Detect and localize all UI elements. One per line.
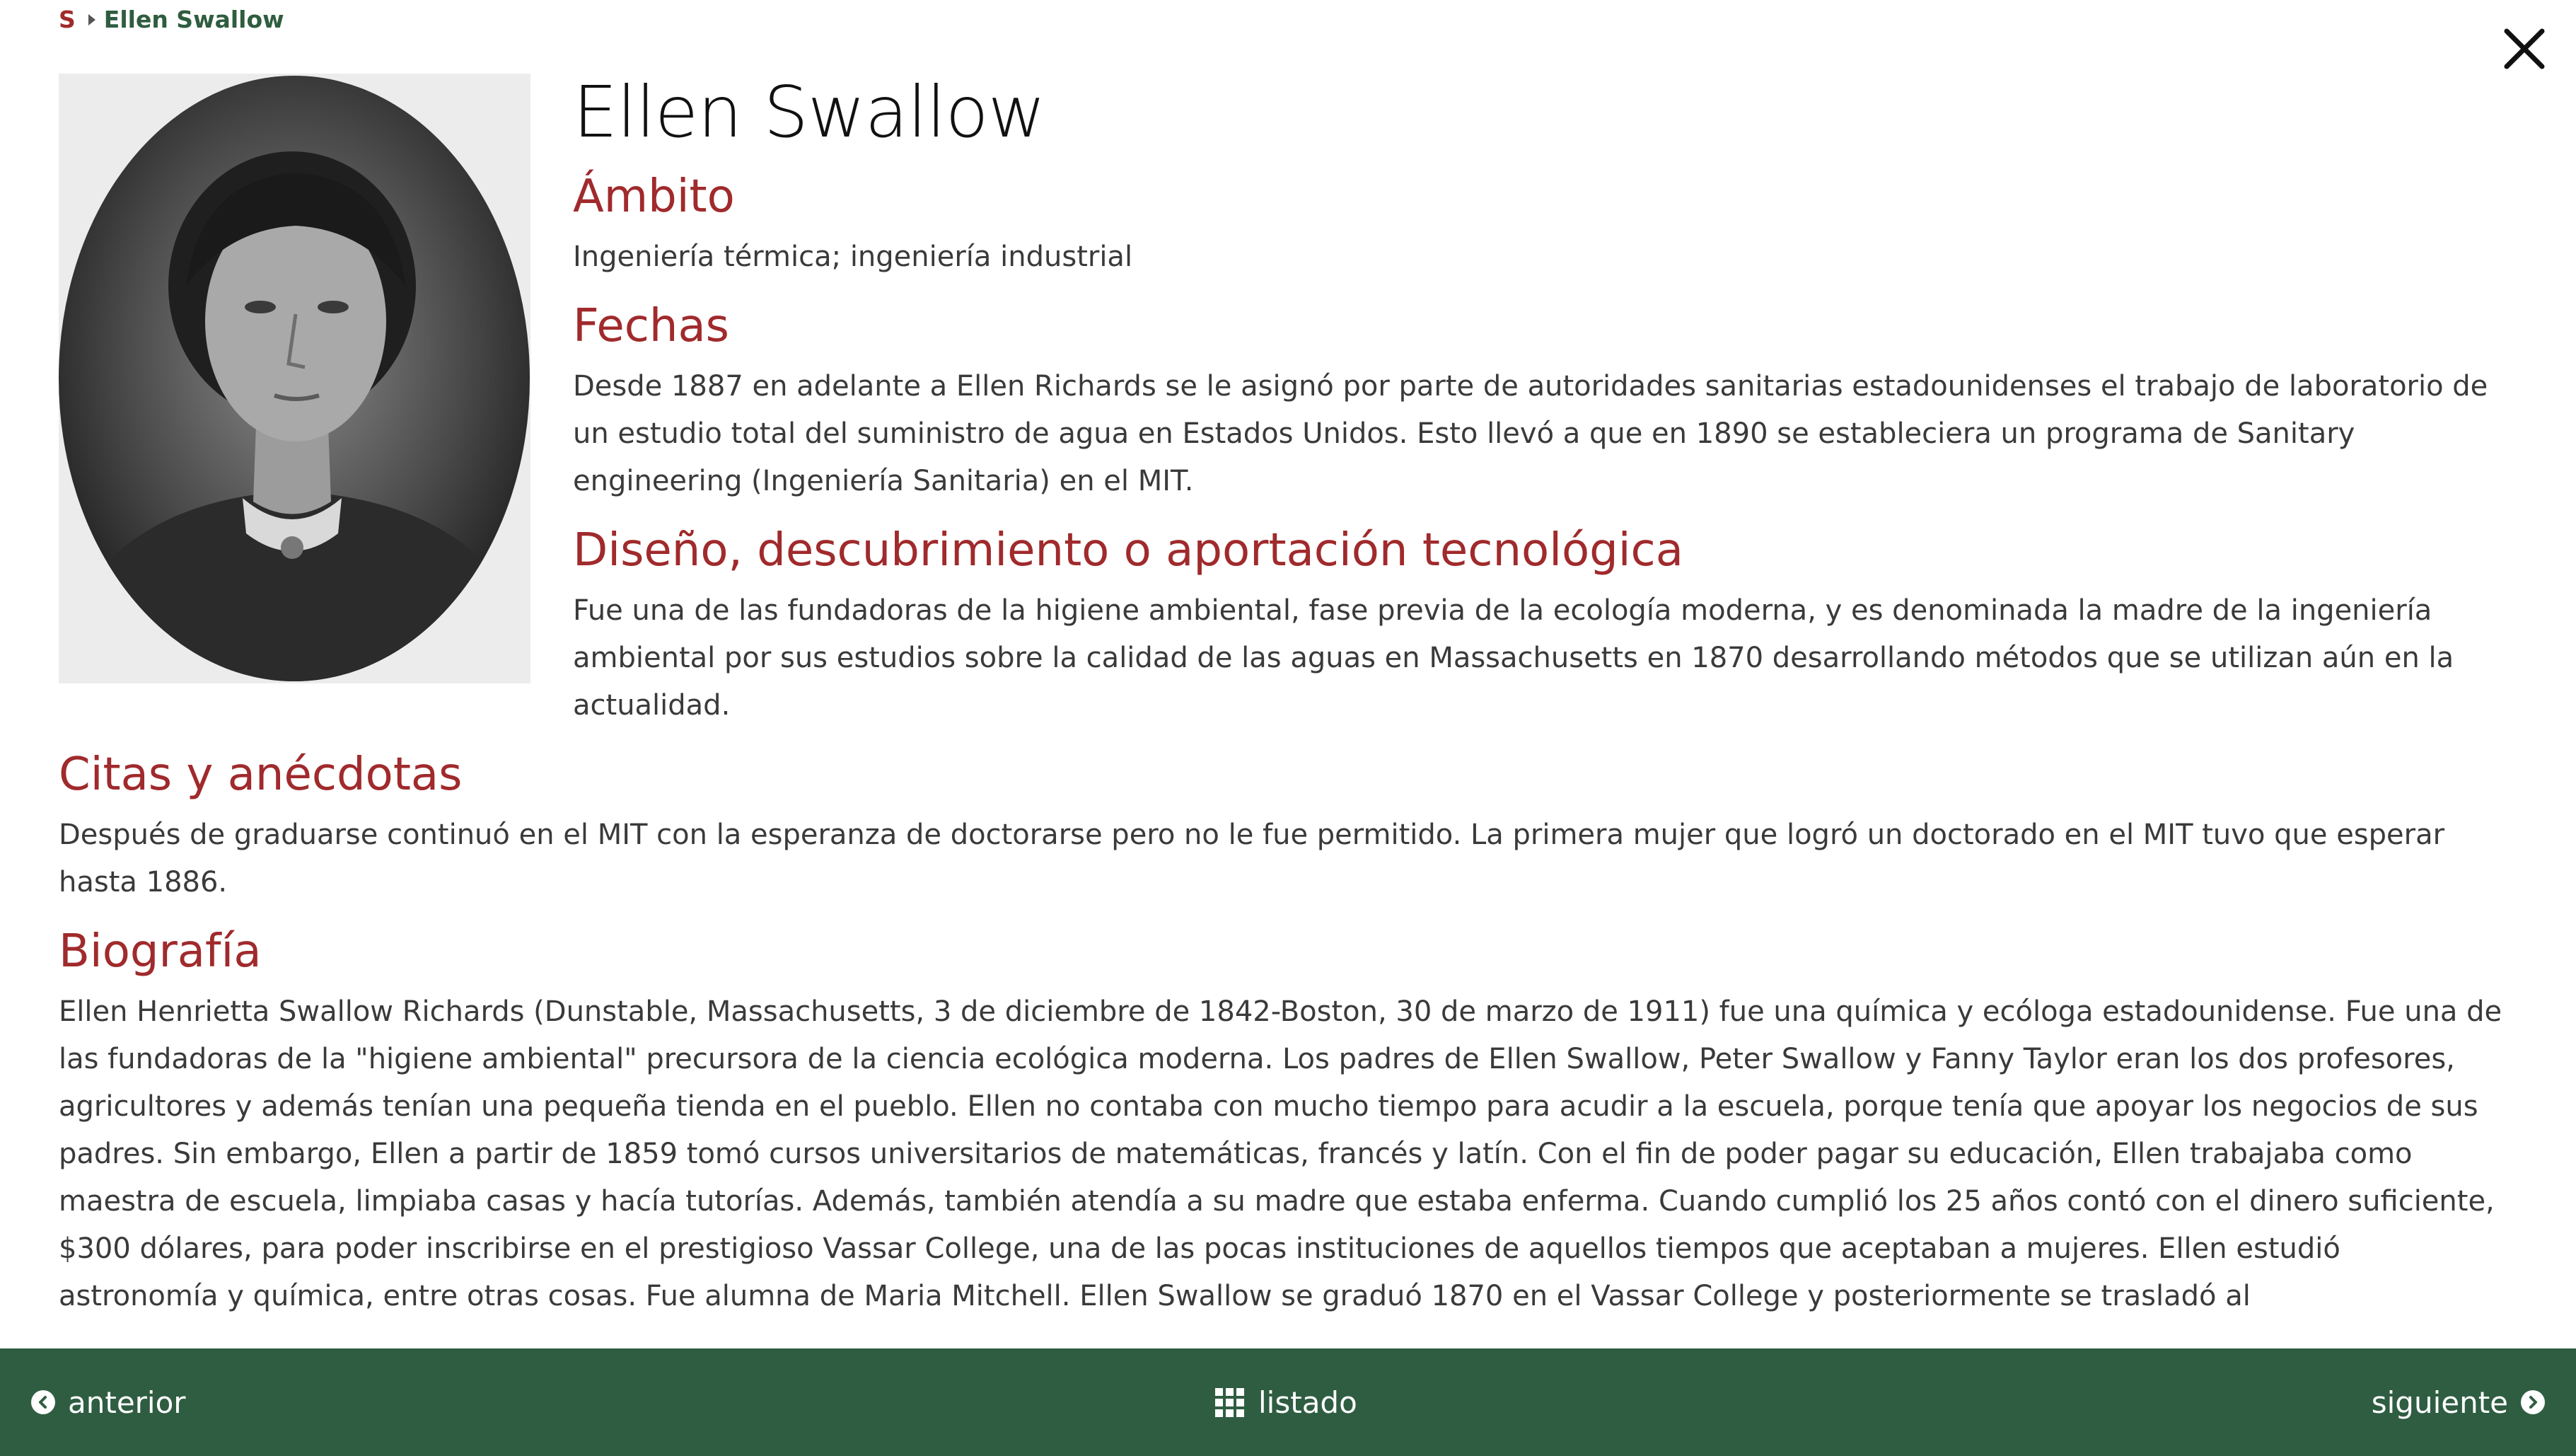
close-icon <box>2500 24 2549 74</box>
section-title-fechas: Fechas <box>573 300 729 352</box>
list-label: listado <box>1258 1385 1357 1420</box>
portrait-photo <box>59 74 530 683</box>
section-text-ambito: Ingeniería térmica; ingeniería industrial <box>573 241 1133 273</box>
section-text-fechas: Desde 1887 en adelante a Ellen Richards se le asignó por parte de autoridades sanitarias estadounidenses el trabajo de laboratorio de un estudio total del suministro de agua en Estados Unidos. Esto llevó a que en 1890 se estableciera un programa de Sanitary engineering (Ingeniería Sanitaria) en el MIT. <box>573 370 2488 497</box>
breadcrumb-separator-icon <box>88 14 95 25</box>
section-text-diseno: Fue una de las fundadoras de la higiene ambiental, fase previa de la ecología moderna, y es denominada la madre de la ingeniería ambiental por sus estudios sobre la calidad de las aguas en Massachusetts en 1870 desarrollando métodos que se utilizan aún en la actualidad. <box>573 594 2454 722</box>
section-text-biografia: Ellen Henrietta Swallow Richards (Dunstable, Massachusetts, 3 de diciembre de 1842-Boston, 30 de marzo de 1911) fue una química y ecóloga estadounidense. Fue una de las fundadoras de la "higiene ambiental" precursora de la ciencia ecológica moderna. Los padres de Ellen Swallow, Peter Swallow y Fanny Taylor eran los dos profesores, agricultores y además tenían una pequeña tienda en el pueblo. Ellen no contaba con mucho tiempo para acudir a la escuela, porque tenía que apoyar los negocios de sus padres. Sin embargo, Ellen a partir de 1859 tomó cursos universitarios de matemáticas, francés y latín. Con el fin de poder pagar su educación, Ellen trabajaba como maestra de escuela, limpiaba casas y hacía tutorías. Además, también atendía a su madre que estaba enferma. Cuando cumplió los 25 años contó con el dinero suficiente, $300 dólares, para poder inscribirse en el prestigioso Vassar College, una de las pocas instituciones de aquellos tiempos que aceptaban a mujeres. Ellen estudió astronomía y química, entre otras cosas. Fue alumna de Maria Mitchell. Ellen Swallow se graduó 1870 en el Vassar College y posteriormente se trasladó al <box>59 995 2502 1312</box>
breadcrumb-current: Ellen Swallow <box>103 6 284 33</box>
portrait-image <box>59 74 530 683</box>
list-button[interactable] <box>1215 1348 1357 1456</box>
section-title-ambito: Ámbito <box>573 171 735 223</box>
chevron-left-circle-icon <box>31 1390 55 1414</box>
chevron-right-circle-icon <box>2521 1390 2545 1414</box>
section-text-citas: Después de graduarse continuó en el MIT con la esperanza de doctorarse pero no le fue permitido. La primera mujer que logró un doctorado en el MIT tuvo que esperar hasta 1886. <box>59 819 2445 899</box>
footer-nav <box>0 1348 2576 1456</box>
grid-icon <box>1215 1388 1244 1417</box>
section-title-biografia: Biografía <box>59 925 262 978</box>
previous-label: anterior <box>68 1385 186 1420</box>
close-button[interactable] <box>2500 24 2549 74</box>
next-label: siguiente <box>2371 1385 2508 1420</box>
breadcrumb <box>59 6 284 34</box>
section-title-diseno: Diseño, descubrimiento o aportación tecnológica <box>573 524 1683 577</box>
next-button[interactable] <box>2372 1348 2545 1456</box>
section-title-citas: Citas y anécdotas <box>59 749 463 801</box>
breadcrumb-root-link[interactable]: S <box>59 6 76 33</box>
previous-button[interactable] <box>31 1348 186 1456</box>
article <box>59 71 2506 1336</box>
person-name: Ellen Swallow <box>573 71 1045 154</box>
